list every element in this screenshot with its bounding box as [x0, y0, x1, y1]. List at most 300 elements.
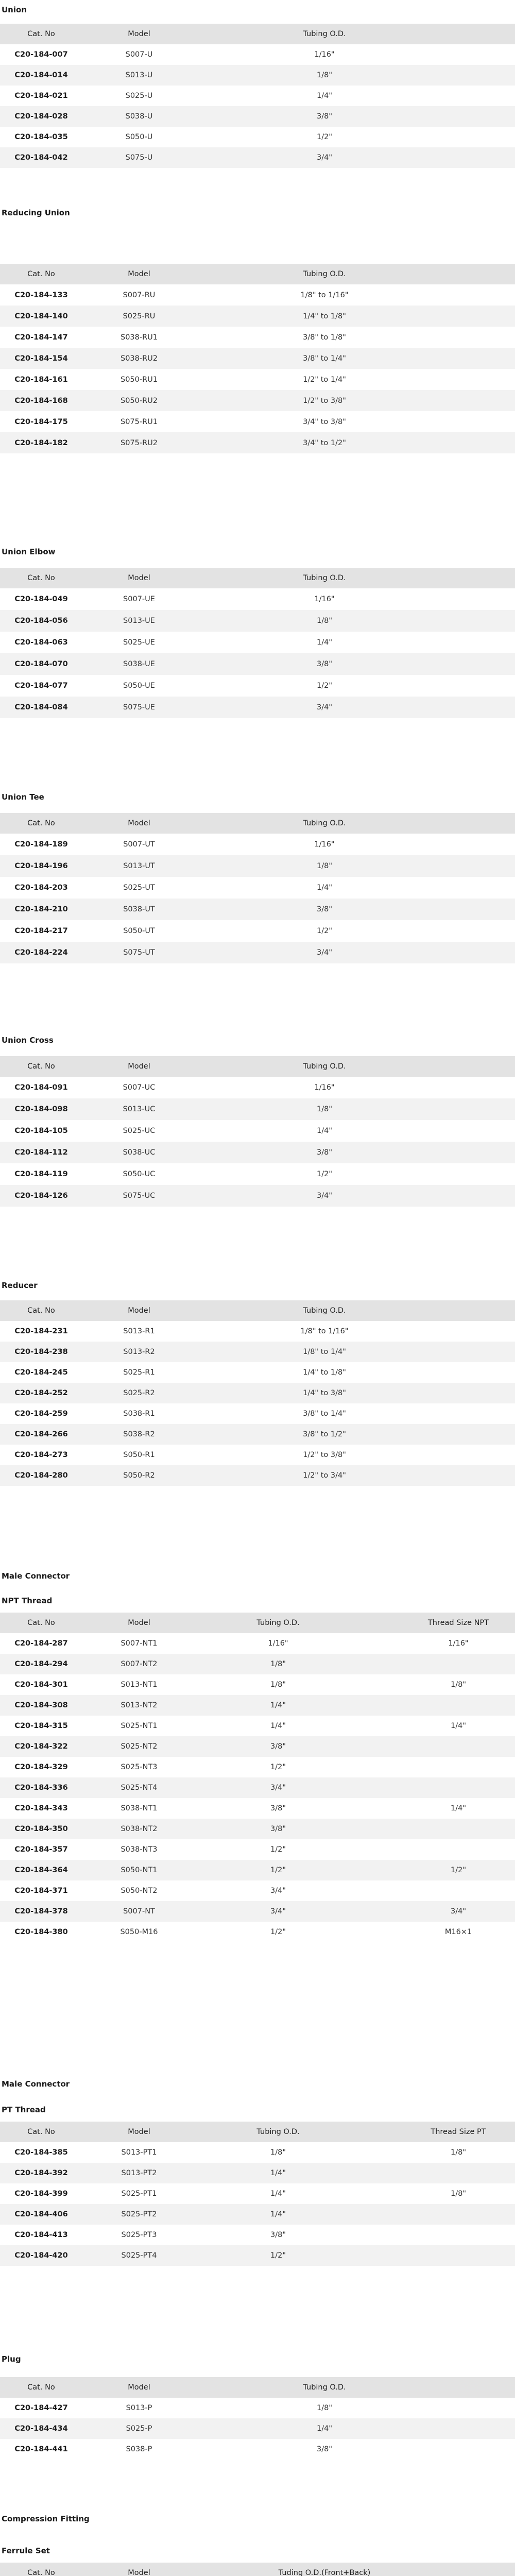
cell-thread-size-pt: [402, 2225, 515, 2245]
column-header-model: Model: [128, 574, 150, 582]
cell-model: S013-P: [126, 2404, 152, 2412]
column-header-model: Model: [128, 2128, 150, 2136]
column-header-model: Model: [128, 1307, 150, 1315]
column-header-cat-no: Cat. No: [27, 1619, 55, 1627]
cell-model: S038-UC: [123, 1148, 156, 1157]
table-row: [0, 1798, 515, 1819]
cell-tubing-o-d: 1/8" to 1/4": [303, 1348, 346, 1356]
cell-cat-no: C20-184-371: [14, 1887, 68, 1895]
table-header-row: [0, 813, 515, 834]
cell-tubing-o-d: 1/4": [316, 92, 332, 100]
table-row: [0, 1465, 515, 1486]
cell-cat-no: C20-184-042: [14, 154, 68, 162]
column-header-tubing-o-d: Tubing O.D.: [303, 2383, 346, 2392]
cell-model: S007-UC: [123, 1083, 156, 1092]
column-header-tubing-o-d: Tubing O.D.: [303, 574, 346, 582]
cell-tubing-o-d: 1/2" to 3/4": [303, 1471, 346, 1480]
table-row: [0, 2245, 515, 2266]
cell-thread-size-pt: [402, 2245, 515, 2266]
cell-thread-size-pt: 1/8": [450, 2190, 466, 2198]
cell-cat-no: C20-184-217: [14, 927, 68, 935]
cell-cat-no: C20-184-147: [14, 333, 68, 342]
cell-model: S025-UT: [123, 884, 155, 892]
cell-cat-no: C20-184-287: [14, 1639, 68, 1648]
cell-model: S007-NT1: [121, 1639, 158, 1648]
cell-model: S007-NT: [123, 1907, 155, 1916]
cell-thread-size-pt: [402, 2204, 515, 2225]
table-row: [0, 920, 515, 942]
cell-cat-no: C20-184-007: [14, 50, 68, 59]
table-row: [0, 1839, 515, 1860]
cell-model: S050-R1: [123, 1451, 155, 1459]
cell-tubing-o-d: 1/4" to 3/8": [303, 1389, 346, 1397]
table-row: [0, 127, 515, 147]
table-row: [0, 1445, 515, 1465]
table-header-row: [0, 2563, 515, 2576]
cell-cat-no: C20-184-406: [14, 2210, 68, 2218]
cell-cat-no: C20-184-070: [14, 660, 68, 668]
cell-model: S038-NT2: [121, 1825, 158, 1833]
table-row: [0, 1383, 515, 1403]
cell-model: S013-NT2: [121, 1701, 158, 1709]
table-row: [0, 1654, 515, 1674]
cell-model: S007-RU: [123, 291, 156, 299]
cell-tubing-o-d: 1/8": [316, 617, 332, 625]
cell-cat-no: C20-184-380: [14, 1928, 68, 1936]
cell-tubing-o-d: 1/4": [270, 1701, 286, 1709]
cell-cat-no: C20-184-175: [14, 417, 68, 426]
cell-tubing-o-d: 1/8": [270, 1660, 286, 1668]
cell-tubing-o-d: 1/16": [268, 1639, 288, 1648]
table-row: [0, 1777, 515, 1798]
cell-tubing-o-d: 1/2": [270, 1928, 286, 1936]
cell-tubing-o-d: 3/4": [270, 1887, 286, 1895]
cell-cat-no: C20-184-210: [14, 905, 68, 913]
cell-model: S013-U: [125, 71, 153, 79]
cell-tubing-o-d: 1/8": [316, 862, 332, 870]
table-row: [0, 65, 515, 86]
cell-tubing-o-d: 1/2": [316, 133, 332, 141]
table-row: [0, 855, 515, 877]
table-row: [0, 1716, 515, 1736]
cell-tubing-o-d: 1/2": [270, 1763, 286, 1771]
cell-model: S038-NT3: [121, 1845, 158, 1854]
cell-cat-no: C20-184-140: [14, 312, 68, 320]
cell-cat-no: C20-184-238: [14, 1348, 68, 1356]
table-row: [0, 86, 515, 106]
table-row: [0, 610, 515, 632]
table-row: [0, 348, 515, 369]
cell-thread-size-npt: 1/16": [448, 1639, 469, 1648]
cell-cat-no: C20-184-231: [14, 1327, 68, 1335]
cell-model: S075-RU2: [120, 438, 158, 447]
cell-cat-no: C20-184-021: [14, 92, 68, 100]
cell-model: S025-NT1: [121, 1722, 158, 1730]
cell-cat-no: C20-184-315: [14, 1722, 68, 1730]
cell-model: S038-RU1: [120, 333, 158, 342]
cell-cat-no: C20-184-154: [14, 354, 68, 363]
cell-model: S007-UE: [123, 595, 155, 603]
cell-model: S007-UT: [123, 840, 155, 849]
cell-model: S050-M16: [120, 1928, 158, 1936]
section-title-compression-fitting-ferrule-set: Compression Fitting: [2, 2514, 90, 2523]
column-header-model: Model: [128, 2569, 150, 2576]
cell-thread-size-npt: [402, 1695, 515, 1716]
cell-thread-size-npt: [402, 1736, 515, 1757]
table-header-row: [0, 568, 515, 588]
table-row: [0, 653, 515, 675]
table-row: [0, 2183, 515, 2204]
cell-tubing-o-d: 1/8": [270, 2148, 286, 2157]
cell-thread-size-npt: [402, 1654, 515, 1674]
cell-thread-size-npt: [402, 1757, 515, 1777]
cell-cat-no: C20-184-049: [14, 595, 68, 603]
table-row: [0, 1342, 515, 1362]
column-header-cat-no: Cat. No: [27, 1307, 55, 1315]
cell-cat-no: C20-184-420: [14, 2251, 68, 2260]
cell-tubing-o-d: 1/8": [316, 2404, 332, 2412]
table-row: [0, 1077, 515, 1098]
cell-model: S025-P: [126, 2425, 152, 2433]
table-row: [0, 147, 515, 168]
column-header-cat-no: Cat. No: [27, 270, 55, 278]
table-row: [0, 1880, 515, 1901]
cell-tubing-o-d: 1/4": [270, 2169, 286, 2177]
column-header-model: Model: [128, 1062, 150, 1071]
cell-model: S038-NT1: [121, 1804, 158, 1812]
cell-model: S007-U: [125, 50, 153, 59]
cell-tubing-o-d: 1/2": [316, 682, 332, 690]
cell-cat-no: C20-184-280: [14, 1471, 68, 1480]
table-header-row: [0, 2122, 515, 2142]
cell-model: S025-NT2: [121, 1742, 158, 1751]
column-header-cat-no: Cat. No: [27, 2383, 55, 2392]
cell-tubing-o-d: 1/8" to 1/16": [300, 1327, 349, 1335]
column-header-model: Model: [128, 30, 150, 38]
cell-model: S075-UT: [123, 948, 155, 957]
table-row: [0, 432, 515, 453]
cell-model: S025-PT3: [121, 2231, 157, 2239]
table-header-row: [0, 264, 515, 284]
cell-cat-no: C20-184-294: [14, 1660, 68, 1668]
cell-model: S050-UE: [123, 682, 155, 690]
cell-tubing-o-d: 3/4": [316, 948, 332, 957]
cell-thread-size-npt: 1/2": [450, 1866, 466, 1874]
cell-model: S013-UT: [123, 862, 155, 870]
table-row: [0, 1633, 515, 1654]
cell-model: S013-UC: [123, 1105, 156, 1113]
table-row: [0, 2142, 515, 2163]
cell-cat-no: C20-184-224: [14, 948, 68, 957]
cell-model: S025-U: [125, 92, 153, 100]
cell-tubing-o-d: 1/2": [270, 2251, 286, 2260]
cell-tubing-o-d: 1/2" to 3/8": [303, 396, 346, 405]
column-header-tubing-o-d: Tubing O.D.: [256, 2128, 300, 2136]
section-subtitle-male-connector-npt-thread: NPT Thread: [2, 1596, 53, 1605]
table-row: [0, 106, 515, 127]
column-header-model: Model: [128, 270, 150, 278]
cell-cat-no: C20-184-112: [14, 1148, 68, 1157]
cell-model: S025-RU: [123, 312, 156, 320]
cell-tubing-o-d: 3/4": [270, 1784, 286, 1792]
table-row: [0, 411, 515, 432]
cell-model: S013-R2: [123, 1348, 155, 1356]
cell-cat-no: C20-184-413: [14, 2231, 68, 2239]
cell-cat-no: C20-184-077: [14, 682, 68, 690]
cell-model: S050-NT2: [121, 1887, 158, 1895]
cell-cat-no: C20-184-357: [14, 1845, 68, 1854]
cell-cat-no: C20-184-259: [14, 1410, 68, 1418]
cell-tubing-o-d: 3/4" to 1/2": [303, 438, 346, 447]
cell-cat-no: C20-184-189: [14, 840, 68, 849]
cell-tubing-o-d: 3/8": [270, 2231, 286, 2239]
table-row: [0, 697, 515, 718]
section-title-union: Union: [2, 5, 27, 14]
cell-tubing-o-d: 3/8" to 1/4": [303, 354, 346, 363]
table-row: [0, 1120, 515, 1142]
table-row: [0, 588, 515, 610]
cell-tubing-o-d: 1/2": [316, 1170, 332, 1178]
column-header-model: Model: [128, 819, 150, 827]
cell-model: S050-RU2: [120, 396, 158, 405]
cell-model: S013-PT1: [121, 2148, 157, 2157]
column-header-model: Model: [128, 2383, 150, 2392]
cell-model: S013-R1: [123, 1327, 155, 1335]
cell-tubing-o-d: 1/4": [270, 2210, 286, 2218]
cell-tubing-o-d: 3/4": [316, 1192, 332, 1200]
section-title-male-connector-pt-thread: Male Connector: [2, 2079, 70, 2089]
cell-model: S038-R1: [123, 1410, 155, 1418]
column-header-cat-no: Cat. No: [27, 30, 55, 38]
column-header-thread-size-pt: Thread Size PT: [431, 2128, 486, 2136]
table-row: [0, 1185, 515, 1207]
cell-cat-no: C20-184-196: [14, 862, 68, 870]
column-header-cat-no: Cat. No: [27, 819, 55, 827]
cell-cat-no: C20-184-014: [14, 71, 68, 79]
cell-cat-no: C20-184-322: [14, 1742, 68, 1751]
table-row: [0, 1142, 515, 1163]
cell-cat-no: C20-184-126: [14, 1192, 68, 1200]
cell-model: S025-UE: [123, 638, 155, 647]
section-title-union-elbow: Union Elbow: [2, 547, 56, 556]
cell-cat-no: C20-184-084: [14, 703, 68, 711]
table-row: [0, 1098, 515, 1120]
cell-model: S050-UT: [123, 927, 155, 935]
cell-cat-no: C20-184-308: [14, 1701, 68, 1709]
cell-model: S038-R2: [123, 1430, 155, 1438]
cell-model: S038-P: [126, 2445, 152, 2453]
table-row: [0, 877, 515, 899]
cell-tubing-o-d: 1/16": [314, 840, 335, 849]
table-header-row: [0, 24, 515, 44]
cell-cat-no: C20-184-399: [14, 2190, 68, 2198]
table-row: [0, 834, 515, 855]
cell-tubing-o-d: 1/4": [316, 638, 332, 647]
cell-model: S075-RU1: [120, 417, 158, 426]
cell-model: S025-R2: [123, 1389, 155, 1397]
cell-cat-no: C20-184-350: [14, 1825, 68, 1833]
cell-tubing-o-d: 3/8": [270, 1825, 286, 1833]
cell-cat-no: C20-184-245: [14, 1368, 68, 1377]
cell-cat-no: C20-184-301: [14, 1681, 68, 1689]
cell-model: S075-U: [125, 154, 153, 162]
table-header-row: [0, 1300, 515, 1321]
cell-cat-no: C20-184-343: [14, 1804, 68, 1812]
cell-cat-no: C20-184-203: [14, 884, 68, 892]
cell-model: S050-R2: [123, 1471, 155, 1480]
table-row: [0, 2439, 515, 2460]
table-row: [0, 899, 515, 920]
cell-thread-size-npt: 1/4": [450, 1722, 466, 1730]
cell-model: S075-UE: [123, 703, 155, 711]
cell-cat-no: C20-184-182: [14, 438, 68, 447]
cell-tubing-o-d: 1/4" to 1/8": [303, 1368, 346, 1377]
table-row: [0, 284, 515, 306]
cell-model: S050-NT1: [121, 1866, 158, 1874]
table-header-row: [0, 1056, 515, 1077]
cell-model: S050-RU1: [120, 375, 158, 384]
cell-cat-no: C20-184-273: [14, 1451, 68, 1459]
cell-tubing-o-d: 1/8": [270, 1681, 286, 1689]
table-row: [0, 2163, 515, 2183]
table-row: [0, 1321, 515, 1342]
column-header-cat-no: Cat. No: [27, 2128, 55, 2136]
cell-model: S025-NT4: [121, 1784, 158, 1792]
column-header-tubing-o-d: Tubing O.D.: [256, 1619, 300, 1627]
cell-tubing-o-d: 3/8": [270, 1742, 286, 1751]
table-row: [0, 306, 515, 327]
cell-model: S050-UC: [123, 1170, 156, 1178]
table-row: [0, 2225, 515, 2245]
cell-tubing-o-d: 1/4": [316, 2425, 332, 2433]
cell-tubing-o-d: 1/4": [316, 1127, 332, 1135]
column-header-cat-no: Cat. No: [27, 1062, 55, 1071]
cell-tubing-o-d: 3/4": [316, 154, 332, 162]
cell-tubing-o-d: 1/2" to 1/4": [303, 375, 346, 384]
table-row: [0, 1695, 515, 1716]
section-title-plug: Plug: [2, 2354, 21, 2364]
cell-model: S025-PT1: [121, 2190, 157, 2198]
cell-thread-size-npt: M16×1: [444, 1928, 472, 1936]
section-title-male-connector-npt-thread: Male Connector: [2, 1571, 70, 1581]
table-row: [0, 2398, 515, 2418]
cell-tubing-o-d: 3/8" to 1/8": [303, 333, 346, 342]
cell-cat-no: C20-184-035: [14, 133, 68, 141]
table-row: [0, 1736, 515, 1757]
cell-tubing-o-d: 1/8": [316, 71, 332, 79]
table-header-row: [0, 2377, 515, 2398]
cell-model: S013-NT1: [121, 1681, 158, 1689]
cell-tubing-o-d: 1/4" to 1/8": [303, 312, 346, 320]
cell-tubing-o-d: 3/4": [270, 1907, 286, 1916]
table-row: [0, 1362, 515, 1383]
column-header-cat-no: Cat. No: [27, 2569, 55, 2576]
column-header-tubing-o-d: Tubing O.D.: [303, 1307, 346, 1315]
cell-model: S013-PT2: [121, 2169, 157, 2177]
cell-cat-no: C20-184-091: [14, 1083, 68, 1092]
table-row: [0, 1901, 515, 1922]
cell-thread-size-npt: 1/8": [450, 1681, 466, 1689]
table-row: [0, 1403, 515, 1424]
column-header-tubing-o-d: Tubing O.D.: [303, 819, 346, 827]
cell-model: S013-UE: [123, 617, 155, 625]
cell-model: S025-NT3: [121, 1763, 158, 1771]
cell-tubing-o-d: 3/8": [316, 112, 332, 121]
cell-cat-no: C20-184-378: [14, 1907, 68, 1916]
cell-model: S025-UC: [123, 1127, 156, 1135]
cell-tubing-o-d: 3/4": [316, 703, 332, 711]
cell-tubing-o-d: 1/4": [270, 2190, 286, 2198]
column-header-tuding-o-d-front-back: Tuding O.D.(Front+Back): [278, 2569, 371, 2576]
table-row: [0, 1163, 515, 1185]
cell-cat-no: C20-184-028: [14, 112, 68, 121]
cell-tubing-o-d: 3/8": [316, 1148, 332, 1157]
cell-cat-no: C20-184-063: [14, 638, 68, 647]
cell-tubing-o-d: 1/2" to 3/8": [303, 1451, 346, 1459]
table-row: [0, 2204, 515, 2225]
cell-model: S038-RU2: [120, 354, 158, 363]
cell-cat-no: C20-184-168: [14, 396, 68, 405]
cell-tubing-o-d: 3/4" to 3/8": [303, 417, 346, 426]
cell-cat-no: C20-184-364: [14, 1866, 68, 1874]
cell-tubing-o-d: 1/16": [314, 1083, 335, 1092]
cell-tubing-o-d: 3/8": [270, 1804, 286, 1812]
table-row: [0, 632, 515, 653]
cell-cat-no: C20-184-133: [14, 291, 68, 299]
cell-tubing-o-d: 1/8" to 1/16": [300, 291, 349, 299]
table-header-row: [0, 1613, 515, 1633]
column-header-tubing-o-d: Tubing O.D.: [303, 1062, 346, 1071]
cell-cat-no: C20-184-098: [14, 1105, 68, 1113]
cell-thread-size-pt: [402, 2163, 515, 2183]
cell-cat-no: C20-184-161: [14, 375, 68, 384]
cell-cat-no: C20-184-329: [14, 1763, 68, 1771]
cell-cat-no: C20-184-266: [14, 1430, 68, 1438]
cell-cat-no: C20-184-056: [14, 617, 68, 625]
cell-thread-size-pt: 1/8": [450, 2148, 466, 2157]
table-row: [0, 2418, 515, 2439]
section-subtitle-male-connector-pt-thread: PT Thread: [2, 2105, 46, 2114]
cell-model: S038-UT: [123, 905, 155, 913]
cell-cat-no: C20-184-119: [14, 1170, 68, 1178]
cell-tubing-o-d: 3/8" to 1/4": [303, 1410, 346, 1418]
cell-cat-no: C20-184-105: [14, 1127, 68, 1135]
section-title-union-cross: Union Cross: [2, 1036, 54, 1045]
cell-thread-size-npt: 1/4": [450, 1804, 466, 1812]
cell-model: S025-PT4: [121, 2251, 157, 2260]
cell-model: S038-UE: [123, 660, 155, 668]
cell-model: S038-U: [125, 112, 153, 121]
cell-tubing-o-d: 3/8" to 1/2": [303, 1430, 346, 1438]
table-row: [0, 942, 515, 963]
cell-tubing-o-d: 1/8": [316, 1105, 332, 1113]
table-row: [0, 1922, 515, 1942]
cell-thread-size-npt: [402, 1880, 515, 1901]
table-row: [0, 390, 515, 411]
cell-model: S007-NT2: [121, 1660, 158, 1668]
cell-cat-no: C20-184-392: [14, 2169, 68, 2177]
cell-thread-size-npt: 3/4": [450, 1907, 466, 1916]
column-header-thread-size-npt: Thread Size NPT: [427, 1619, 489, 1627]
section-title-reducing-union: Reducing Union: [2, 208, 70, 217]
table-row: [0, 675, 515, 697]
cell-tubing-o-d: 3/8": [316, 905, 332, 913]
table-row: [0, 1424, 515, 1445]
cell-thread-size-npt: [402, 1839, 515, 1860]
section-subtitle-compression-fitting-ferrule-set: Ferrule Set: [2, 2546, 50, 2555]
cell-tubing-o-d: 1/2": [270, 1866, 286, 1874]
cell-tubing-o-d: 3/8": [316, 660, 332, 668]
